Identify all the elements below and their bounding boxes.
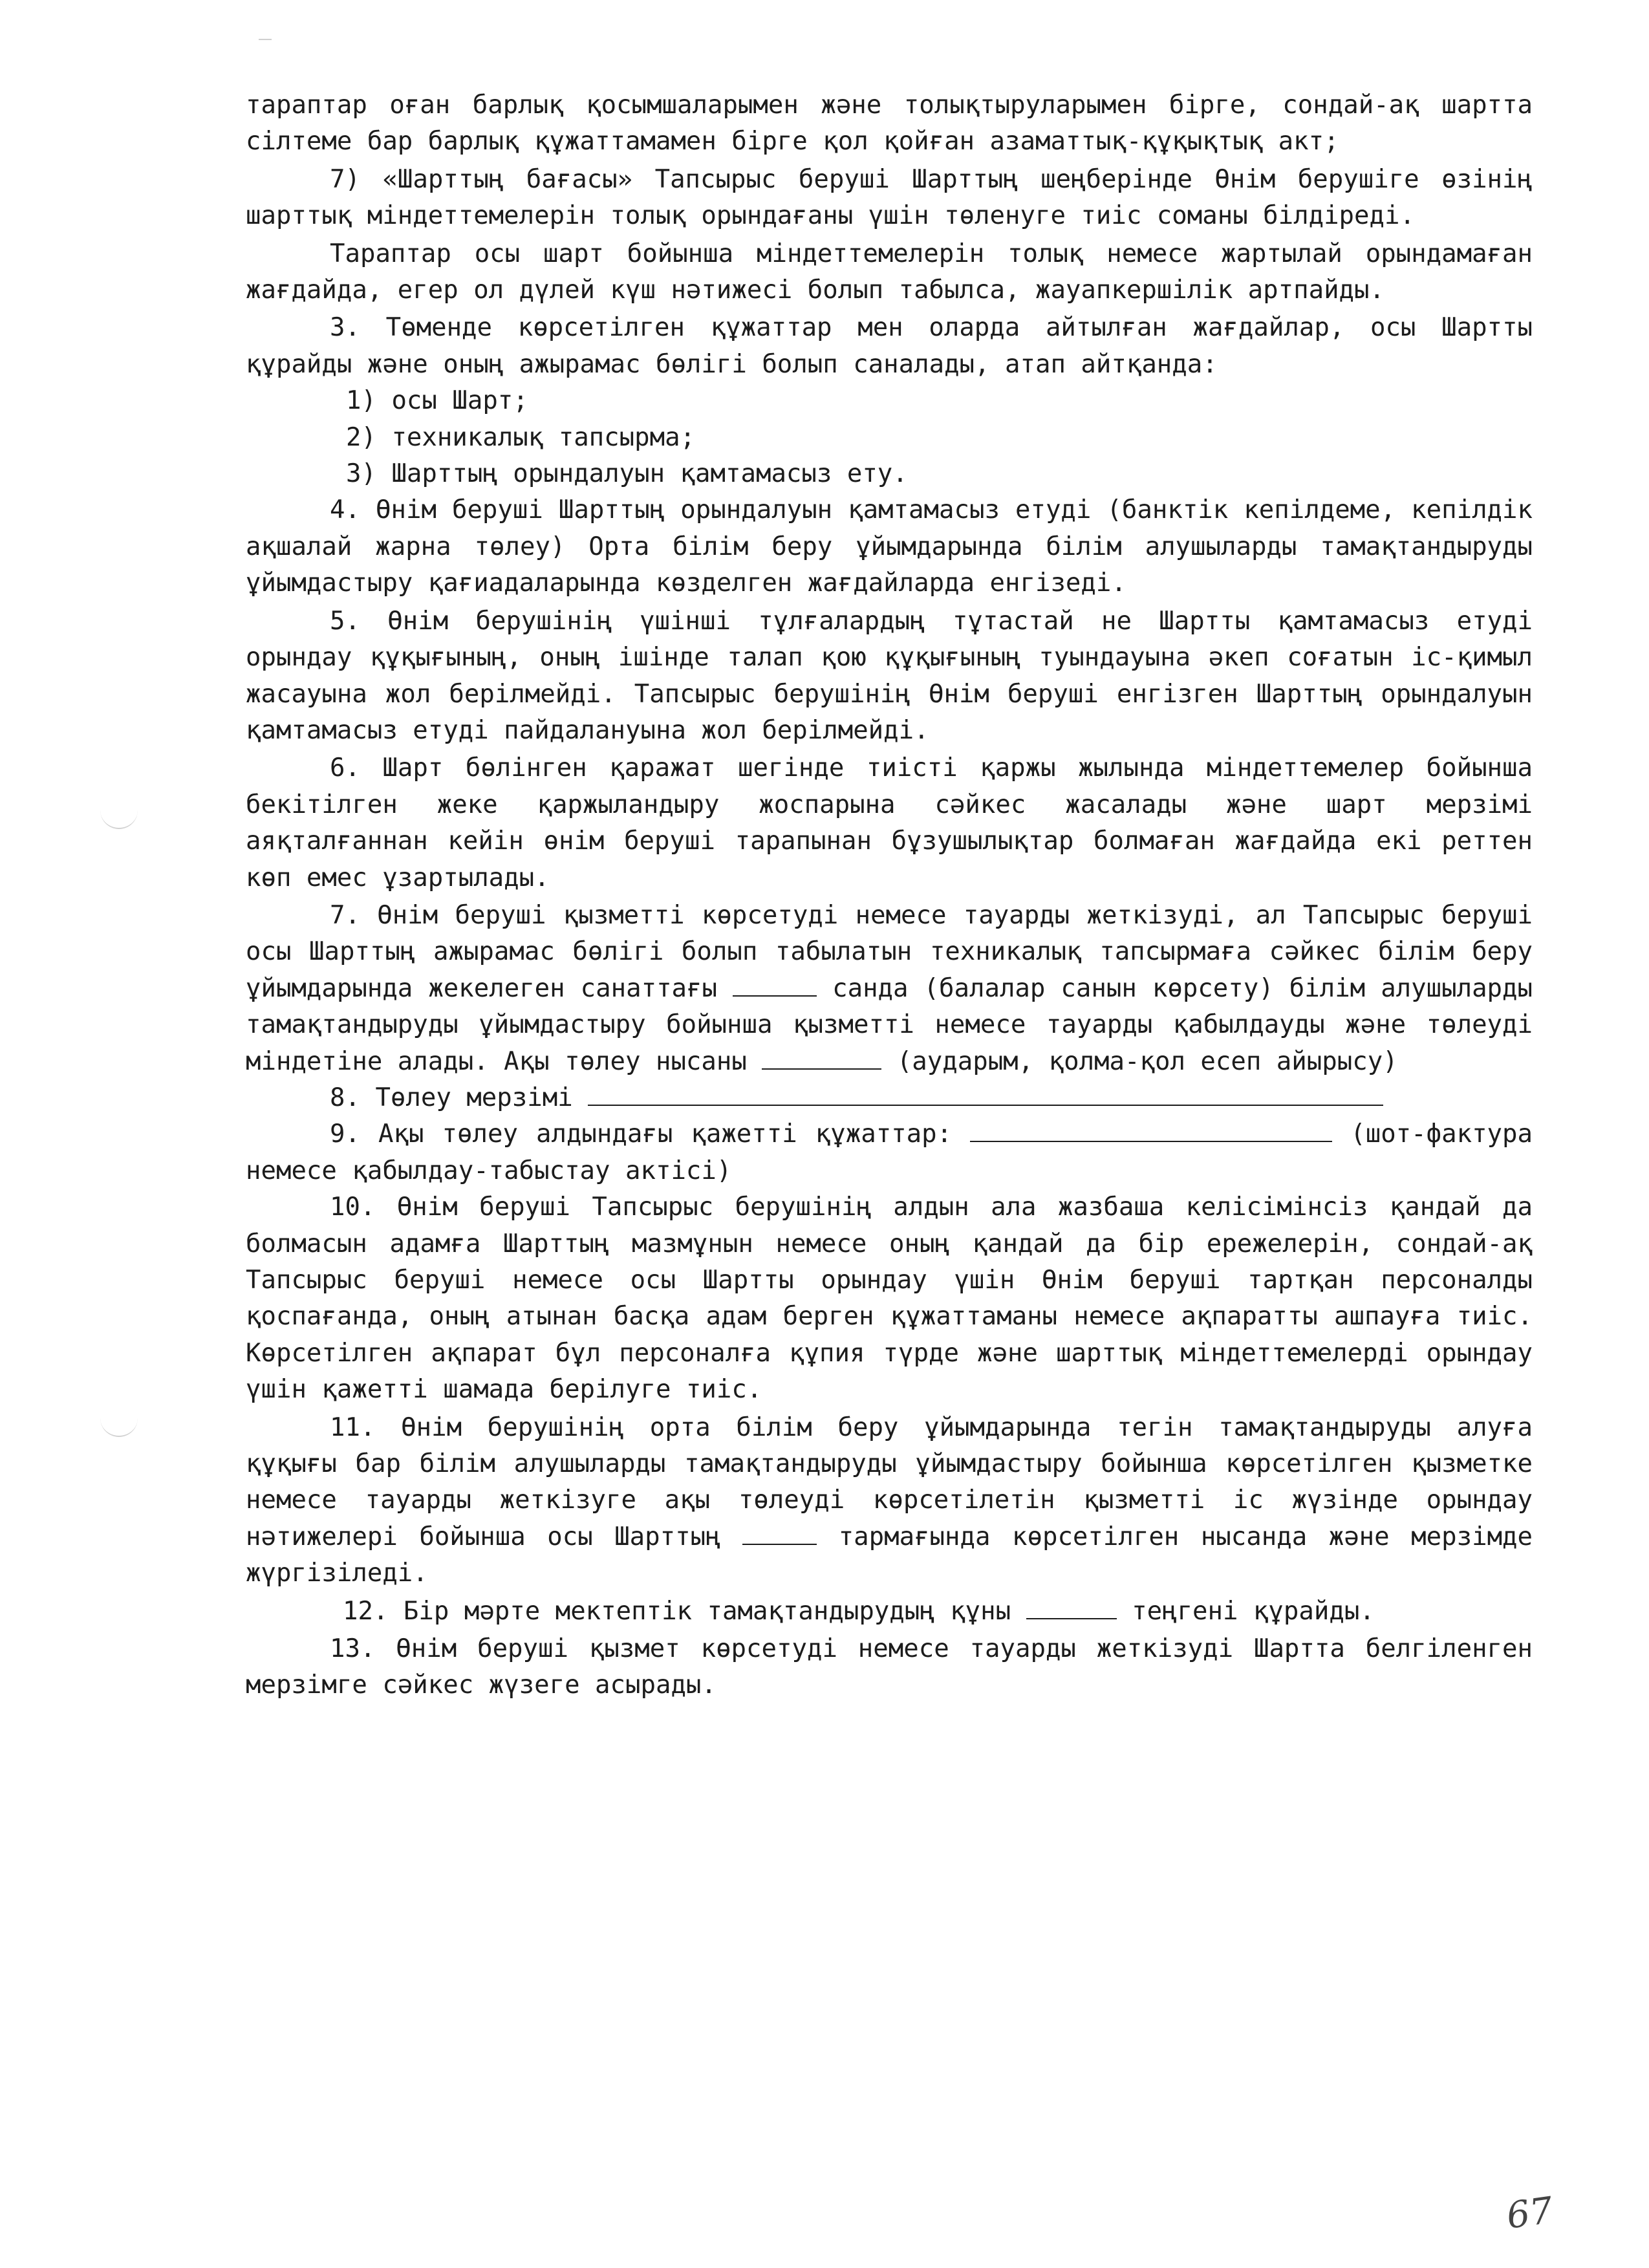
punch-hole-mark xyxy=(100,1416,138,1437)
paragraph-9 xyxy=(246,1116,1533,1189)
meal-cost-blank xyxy=(1026,1595,1117,1619)
paragraph-3: 3. Төменде көрсетілген құжаттар мен оларда айтылған жағдайлар, осы Шартты құрайды және оның ажырамас бөлігі болып саналады, атап айтқанда: xyxy=(246,313,1533,379)
payment-term-blank xyxy=(588,1081,1383,1106)
required-documents-blank xyxy=(970,1118,1332,1142)
document-body xyxy=(246,87,1533,1704)
paragraph-8-text: 8. Төлеу мерзімі xyxy=(330,1083,573,1112)
paragraph-7-text-a: 7. Өнім беруші қызметті көрсетуді немесе тауарды жеткізуді, ал Тапсырыс беруші осы Шарттың ажырамас бөлігі болып табылатын техникалық тапсырмаға сәйкес білім беру ұйымдарында жекелеген санаттағы xyxy=(246,900,1533,1003)
paragraph-11-text-b: тармағында көрсетілген нысанда және мерзімде жүргізіледі. xyxy=(246,1522,1533,1588)
list-item: 3) Шарттың орындалуын қамтамасыз ету. xyxy=(346,459,908,489)
paragraph-7-text-b: санда (балалар санын көрсету) білім алушыларды тамақтандыруды ұйымдастыру бойынша қызметті немесе тауарды қабылдауды және төлеуді міндетіне алады. Ақы төлеу нысаны xyxy=(246,973,1533,1076)
payment-form-blank xyxy=(762,1045,881,1070)
paragraph-7 xyxy=(246,898,1533,1080)
paragraph-force-majeure: Тараптар осы шарт бойынша міндеттемелерін толық немесе жартылай орындамаған жағдайда, егер ол дүлей күш нәтижесі болып табылса, жауапкершілік артпайды. xyxy=(246,239,1533,305)
paragraph-9-text-a: 9. Ақы төлеу алдындағы қажетті құжаттар: xyxy=(330,1119,953,1149)
paragraph-11-text-a: 11. Өнім берушінің орта білім беру ұйымдарында тегін тамақтандыруды алуға құқығы бар білім алушыларды тамақтандыруды ұйымдастыру бойынша көрсетілген қызметке немесе тауарды жеткізуге ақы төлеуді көрсетілетін қызметті іс жүзінде орындау нәтижелері бойынша осы Шарттың xyxy=(246,1412,1533,1551)
paragraph-13: 13. Өнім беруші қызмет көрсетуді немесе тауарды жеткізуді Шартта белгіленген мерзімге сәйкес жүзеге асырады. xyxy=(246,1634,1533,1700)
clause-number-blank xyxy=(742,1520,817,1545)
list-item: 1) осы Шарт; xyxy=(346,386,528,416)
paragraph-9-text-b: (шот-фактура немесе қабылдау-табыстау актісі) xyxy=(246,1119,1533,1185)
paragraph-12-text-b: теңгені құрайды. xyxy=(1132,1596,1375,1626)
page-number: 67 xyxy=(1503,2189,1556,2238)
paragraph-11 xyxy=(246,1410,1533,1592)
paragraph-6: 6. Шарт бөлінген қаражат шегінде тиісті қаржы жылында міндеттемелер бойынша бекітілген жеке қаржыландыру жоспарына сәйкес жасалады және шарт мерзімі аяқталғаннан кейін өнім беруші тарапынан бұзушылықтар болмаған жағдайда екі реттен көп емес ұзартылады. xyxy=(246,753,1533,892)
scan-mark xyxy=(259,39,272,40)
paragraph-8 xyxy=(246,1080,1533,1116)
paragraph-4: 4. Өнім беруші Шарттың орындалуын қамтамасыз етуді (банктік кепілдеме, кепілдік ақшалай жарна төлеу) Орта білім беру ұйымдарында білім алушыларды тамақтандыруды ұйымдастыру қағиадаларында көзделген жағдайларда енгізеді. xyxy=(246,495,1533,598)
paragraph-10: 10. Өнім беруші Тапсырыс берушінің алдын ала жазбаша келісімінсіз қандай да болмасын адамға Шарттың мазмұнын немесе оның қандай да бір ережелерін, сондай-ақ Тапсырыс беруші немесе осы Шартты орындау үшін Өнім беруші тартқан персоналды қоспағанда, оның атынан басқа адам берген құжаттаманы немесе ақпаратты ашпауға тиіс. Көрсетілген ақпарат бұл персоналға құпия түрде және шарттық міндеттемелерді орындау үшін қажетті шамада берілуге тиіс. xyxy=(246,1193,1533,1405)
category-blank xyxy=(733,972,817,997)
paragraph-5: 5. Өнім берушінің үшінші тұлғалардың тұтастай не Шартты қамтамасыз етуді орындау құқығының, оның ішінде талап қою құқығының туындауына әкеп соғатын іс-қимыл жасауына жол берілмейді. Тапсырыс берушінің Өнім беруші енгізген Шарттың орындалуын қамтамасыз етуді пайдалануына жол берілмейді. xyxy=(246,606,1533,745)
paragraph-12 xyxy=(246,1593,1533,1630)
paragraph-item-7-price: 7) «Шарттың бағасы» Тапсырыс беруші Шарттың шеңберінде Өнім берушіге өзінің шарттық міндеттемелерін толық орындағаны үшін төленуге тиіс соманы білдіреді. xyxy=(246,164,1533,231)
intro-paragraph: тараптар оған барлық қосымшаларымен және толықтыруларымен бірге, сондай-ақ шартта сілтеме бар барлық құжаттамамен бірге қол қойған азаматтық-құқықтық акт; xyxy=(246,91,1533,157)
punch-hole-mark xyxy=(100,808,138,829)
paragraph-7-text-c: (аударым, қолма-қол есеп айырысу) xyxy=(896,1046,1398,1076)
list-item: 2) техникалық тапсырма; xyxy=(346,422,696,452)
paragraph-12-text-a: 12. Бір мәрте мектептік тамақтандырудың құны xyxy=(343,1596,1011,1626)
